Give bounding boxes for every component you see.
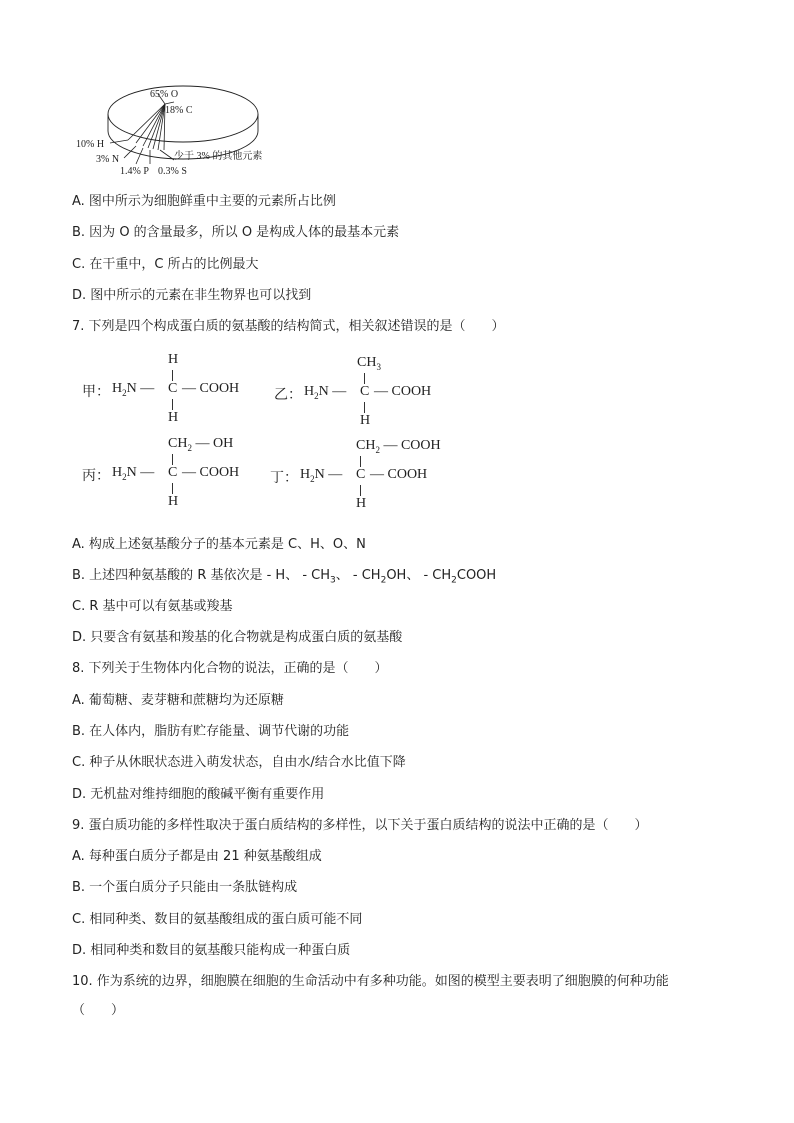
bing-label: 丙：: [82, 468, 110, 484]
q8-option-c: C. 种子从休眠状态进入萌发状态，自由水/结合水比值下降: [72, 755, 406, 770]
jia-carbon: C: [168, 381, 178, 396]
bing-carboxyl: — COOH: [182, 465, 240, 480]
bing-amino: $H_2N$ —: [112, 465, 155, 482]
yi-carboxyl: — COOH: [374, 384, 432, 399]
label-n: 3% N: [96, 154, 120, 165]
element-pie-chart: [70, 76, 300, 181]
q7-option-c: C. R 基中可以有氨基或羧基: [72, 599, 233, 614]
yi-label: 乙：: [274, 387, 302, 403]
yi-carbon: C: [360, 384, 370, 399]
label-h: 10% H: [76, 139, 105, 150]
formula-ding: [270, 438, 470, 518]
q9-option-c: C. 相同种类、数目的氨基酸组成的蛋白质可能不同: [72, 912, 363, 927]
formula-yi: [274, 355, 454, 435]
q9-option-a: A. 每种蛋白质分子都是由 21 种氨基酸组成: [72, 849, 322, 864]
q9-stem: 9. 蛋白质功能的多样性取决于蛋白质结构的多样性，以下关于蛋白质结构的说法中正确的是（ ）: [72, 818, 648, 833]
q7-stem: 7. 下列是四个构成蛋白质的氨基酸的结构简式，相关叙述错误的是（ ）: [72, 319, 505, 334]
label-s: 0.3% S: [158, 166, 187, 177]
bing-top-group: $CH_2$ — OH: [168, 436, 234, 453]
ding-top-group: $CH_2$ — COOH: [356, 438, 441, 455]
q10-paren: （ ）: [72, 1003, 125, 1018]
q8-option-b: B. 在人体内，脂肪有贮存能量、调节代谢的功能: [72, 724, 350, 739]
ding-amino: $H_2N$ —: [300, 467, 343, 484]
yi-bottom-group: H: [360, 413, 371, 428]
q7-option-d: D. 只要含有氨基和羧基的化合物就是构成蛋白质的氨基酸: [72, 630, 403, 645]
q7-option-b: B. 上述四种氨基酸的 R 基依次是 - H、 - $CH_3$、 - $CH_2OH$、 - $CH_2COOH$: [72, 568, 497, 586]
jia-amino: $H_2N$ —: [112, 381, 155, 398]
label-c: 18% C: [165, 105, 193, 116]
ding-carbon: C: [356, 467, 366, 482]
jia-label: 甲：: [82, 384, 110, 400]
yi-amino: $H_2N$ —: [304, 384, 347, 401]
q8-stem: 8. 下列关于生物体内化合物的说法，正确的是（ ）: [72, 661, 388, 676]
q6-option-c: C. 在干重中，C 所占的比例最大: [72, 257, 259, 272]
jia-carboxyl: — COOH: [182, 381, 240, 396]
q6-option-b: B. 因为 O 的含量最多，所以 O 是构成人体的最基本元素: [72, 225, 400, 240]
q8-option-a: A. 葡萄糖、麦芽糖和蔗糖均为还原糖: [72, 693, 284, 708]
label-o: 65% O: [150, 89, 179, 100]
q10-stem: 10. 作为系统的边界，细胞膜在细胞的生命活动中有多种功能。如图的模型主要表明了细胞膜的何种功能: [72, 974, 669, 989]
label-p: 1.4% P: [120, 166, 149, 177]
q6-option-a: A. 图中所示为细胞鲜重中主要的元素所占比例: [72, 194, 336, 209]
bing-carbon: C: [168, 465, 178, 480]
q9-option-b: B. 一个蛋白质分子只能由一条肽链构成: [72, 880, 298, 895]
label-other: 少于 3% 的其他元素: [174, 151, 263, 162]
jia-top-group: H: [168, 352, 179, 367]
q6-option-d: D. 图中所示的元素在非生物界也可以找到: [72, 288, 312, 303]
q8-option-d: D. 无机盐对维持细胞的酸碱平衡有重要作用: [72, 787, 325, 802]
ding-bottom-group: H: [356, 496, 367, 511]
q7-option-a: A. 构成上述氨基酸分子的基本元素是 C、H、O、N: [72, 537, 366, 552]
q9-option-d: D. 相同种类和数目的氨基酸只能构成一种蛋白质: [72, 943, 351, 958]
formula-bing: [82, 436, 262, 516]
ding-label: 丁：: [270, 470, 298, 486]
ding-carboxyl: — COOH: [370, 467, 428, 482]
jia-bottom-group: H: [168, 410, 179, 425]
formula-jia: [82, 352, 262, 432]
yi-top-group: $CH_3$: [357, 355, 381, 372]
bing-bottom-group: H: [168, 494, 179, 509]
